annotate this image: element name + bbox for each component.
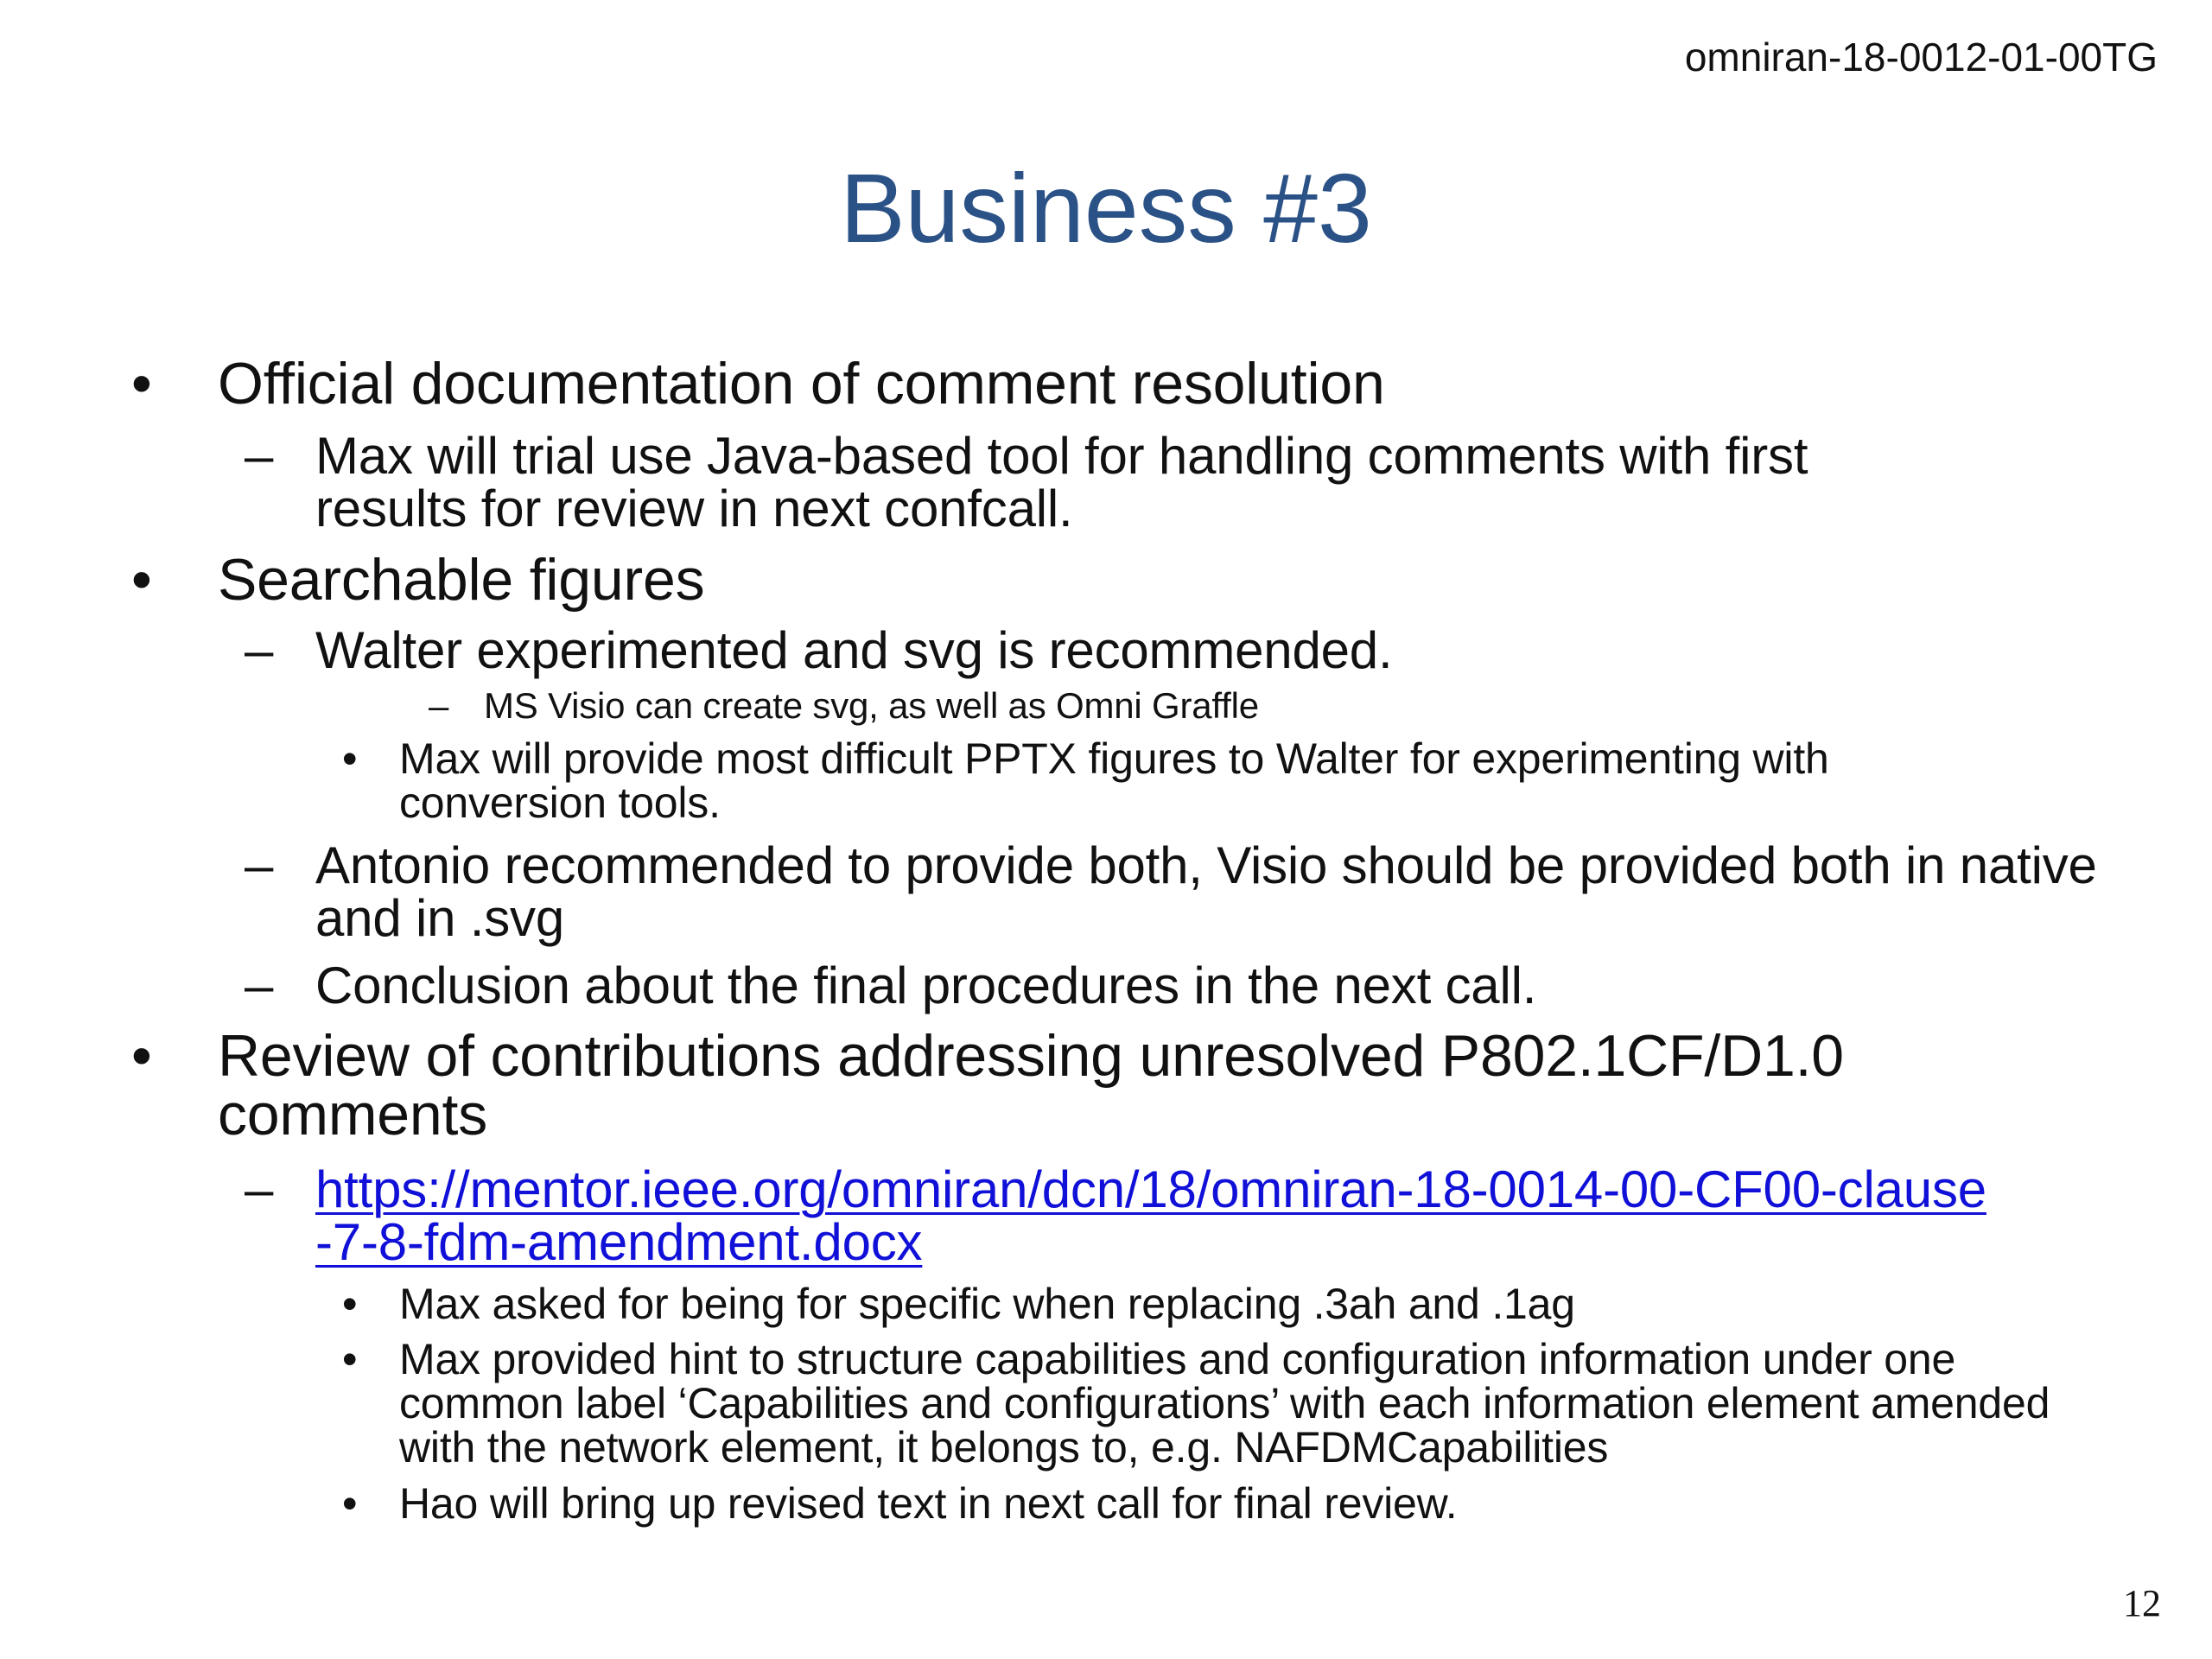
- dash-marker: –: [245, 957, 274, 1014]
- contribution-link[interactable]: https://mentor.ieee.org/omniran/dcn/18/omniran-18-0014-00-CF00-clause-7-8-fdm-amendment.docx: [315, 1160, 1986, 1271]
- bullet-item: [131, 547, 2119, 613]
- bullet-marker: •: [131, 351, 152, 416]
- bullet-marker: •: [342, 1280, 358, 1328]
- bullet-marker: •: [131, 547, 152, 613]
- dash-item: [245, 621, 2087, 679]
- bullet-marker: •: [342, 1479, 358, 1528]
- dash-marker: –: [245, 427, 274, 485]
- item-text: Official documentation of comment resolution: [218, 351, 1385, 416]
- document-id: omniran-18-0012-01-00TG: [1684, 35, 2158, 79]
- item-text: Walter experimented and svg is recommended.: [315, 621, 1393, 679]
- sub-bullet-item: [342, 1335, 2110, 1471]
- sub-bullet-item: [342, 734, 2024, 827]
- item-text: Max will provide most difficult PPTX figures to Walter for experimenting with conversion tools.: [399, 734, 1829, 827]
- dash-marker: –: [245, 836, 274, 894]
- item-text: Review of contributions addressing unresolved P802.1CF/D1.0 comments: [218, 1023, 1844, 1147]
- item-text: Hao will bring up revised text in next call for final review.: [399, 1479, 1458, 1528]
- dash-marker: –: [245, 1160, 274, 1218]
- sub-dash-item: [429, 685, 2126, 727]
- dash-item: [245, 836, 2117, 947]
- dash-marker: –: [245, 621, 274, 679]
- item-text: Max asked for being for specific when replacing .3ah and .1ag: [399, 1280, 1575, 1328]
- bullet-marker: •: [342, 1335, 358, 1383]
- bullet-marker: •: [131, 1023, 152, 1089]
- sub-bullet-item: [342, 1479, 2110, 1528]
- dash-item: [245, 957, 2117, 1014]
- dash-item: [245, 1160, 2000, 1271]
- bullet-marker: •: [342, 734, 358, 783]
- item-text: Max will trial use Java-based tool for handling comments with first results for review in next confcall.: [315, 427, 1808, 537]
- slide-title: Business #3: [840, 154, 1372, 263]
- item-text: Searchable figures: [218, 547, 705, 613]
- item-text: Conclusion about the final procedures in the next call.: [315, 957, 1537, 1014]
- dash-marker: –: [429, 685, 449, 726]
- page-number: 12: [2123, 1582, 2161, 1624]
- bullet-item: [131, 351, 2119, 416]
- bullet-item: [131, 1023, 1989, 1147]
- item-text: Antonio recommended to provide both, Visio should be provided both in native and in .svg: [315, 836, 2097, 947]
- item-text: MS Visio can create svg, as well as Omni Graffle: [484, 685, 1259, 726]
- dash-item: [245, 427, 1957, 537]
- sub-bullet-item: [342, 1280, 2110, 1328]
- item-text: Max provided hint to structure capabilities and configuration information under one common label ‘Capabilities and configurations’ with each information element amended with the network element, it belongs to, e.g. NAFDMCapabilities: [399, 1335, 2050, 1471]
